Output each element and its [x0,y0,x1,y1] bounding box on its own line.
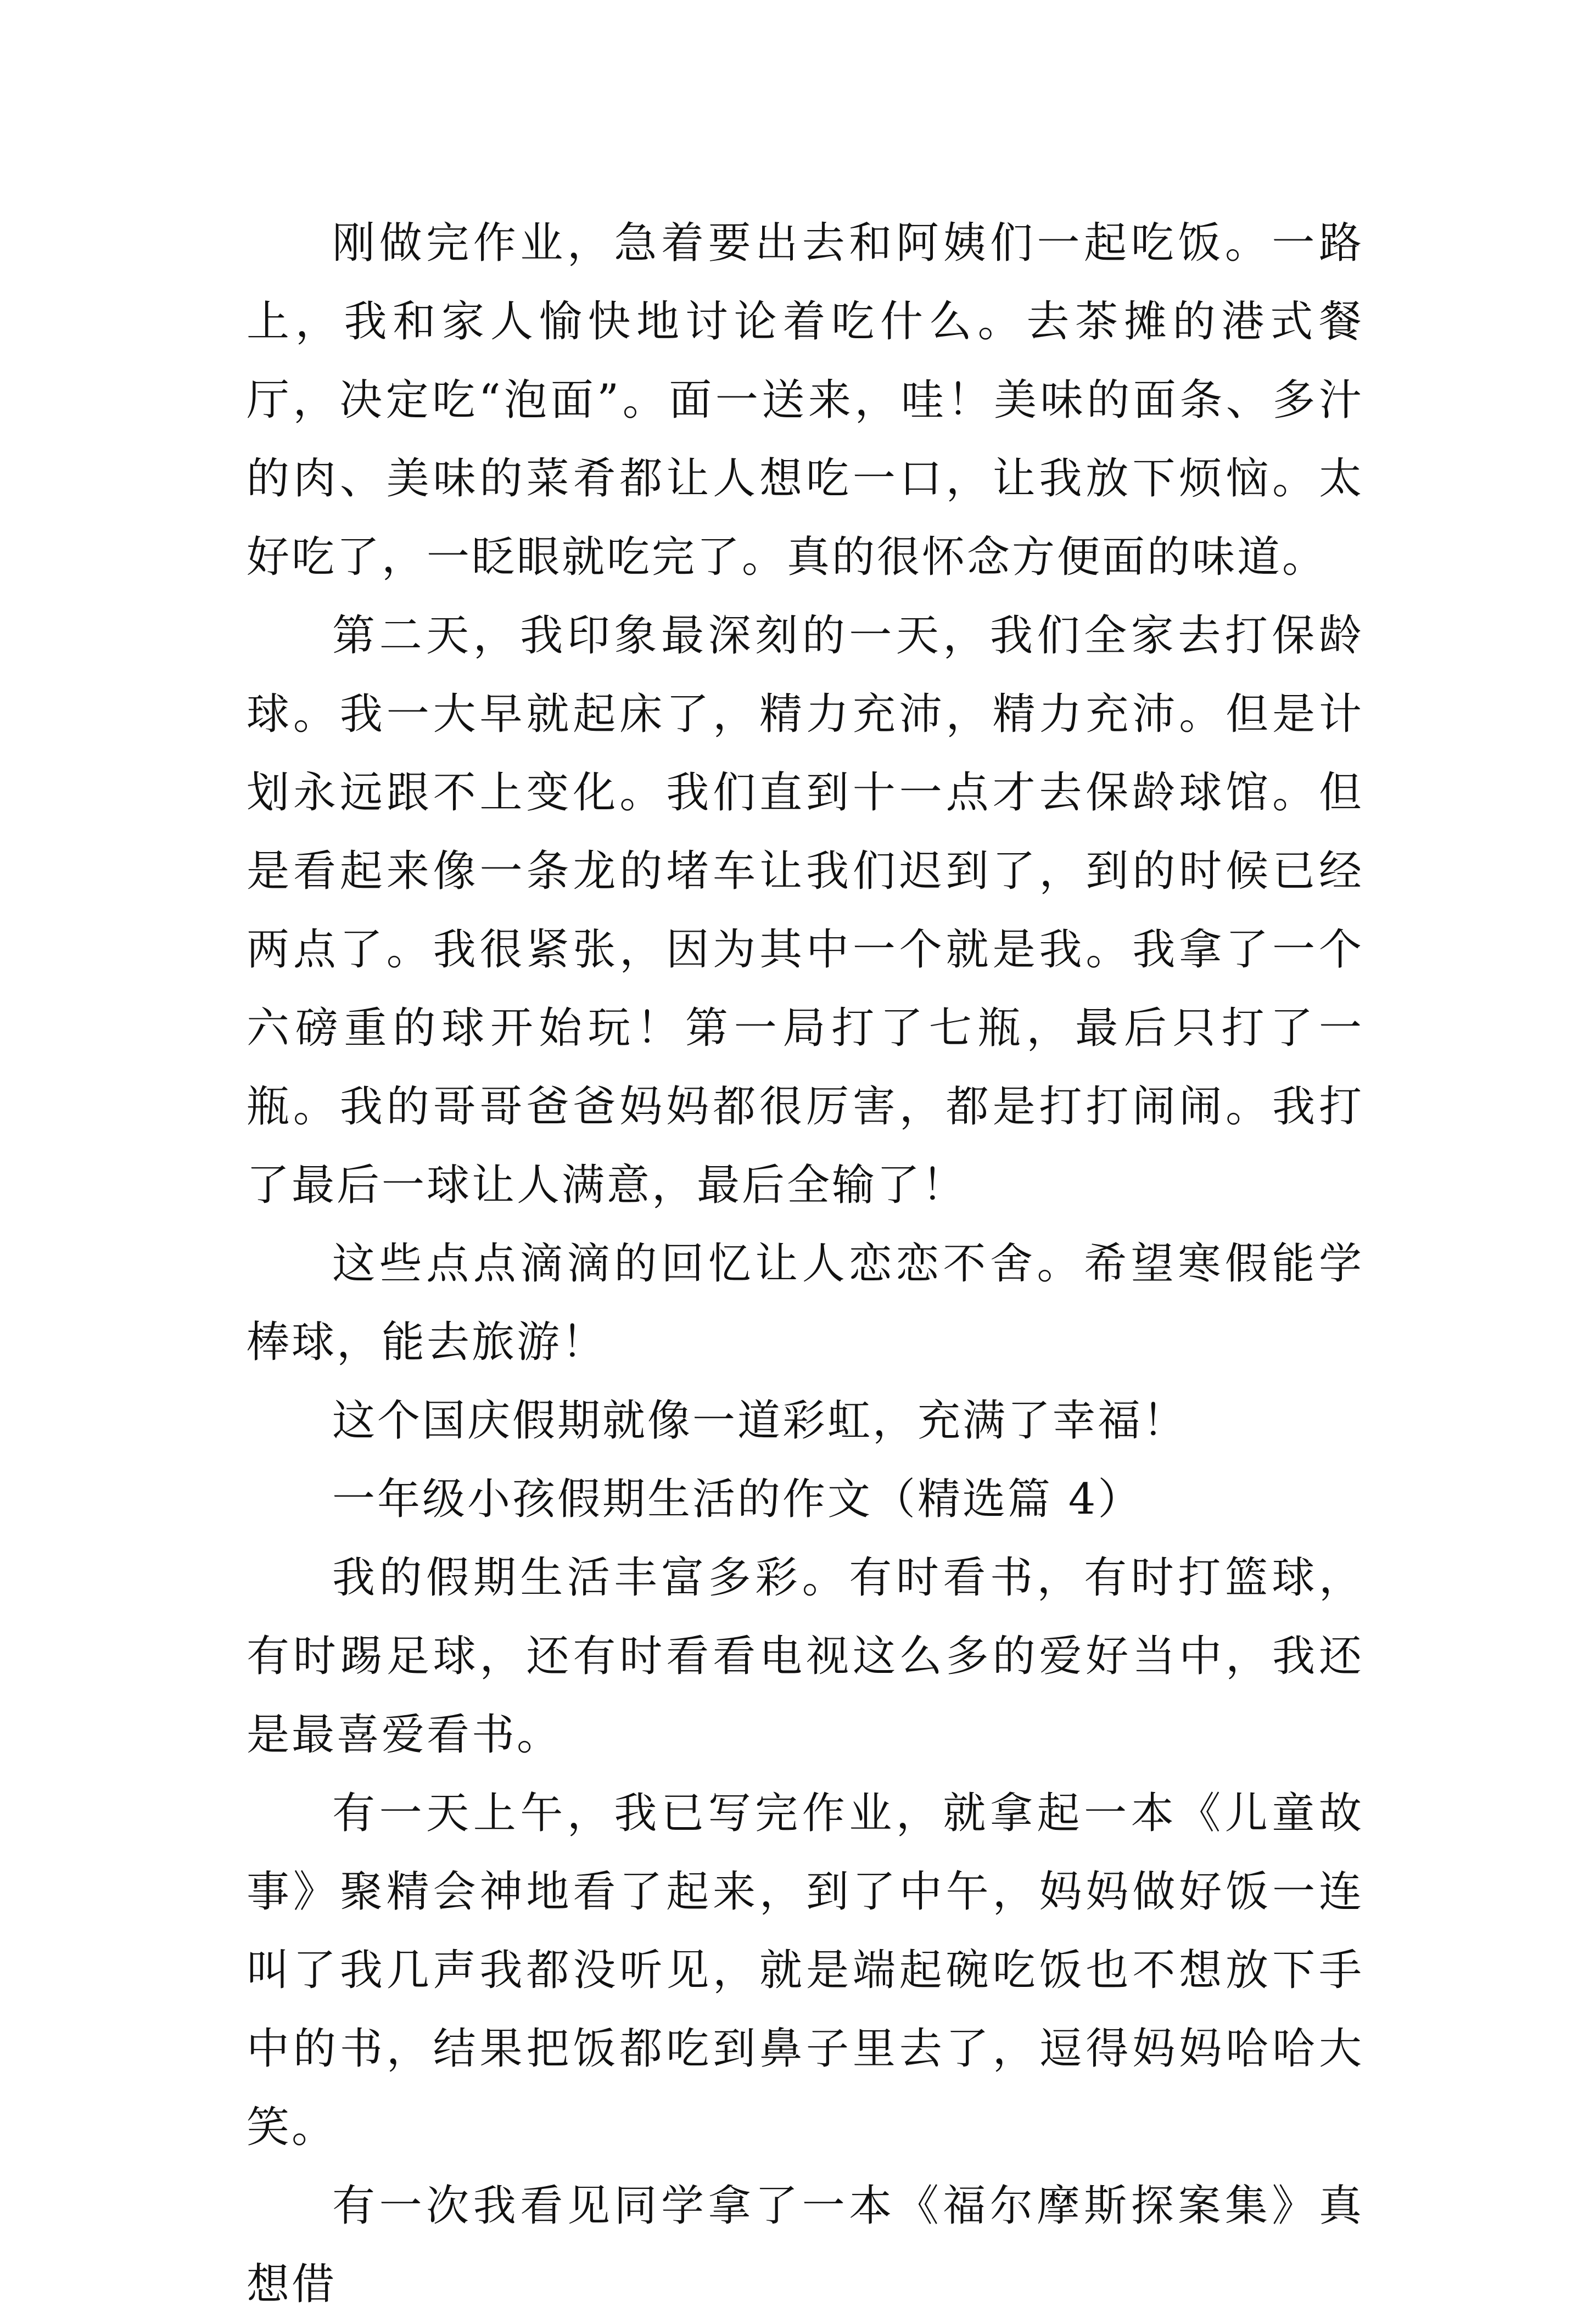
paragraph: 有一次我看见同学拿了一本《福尔摩斯探案集》真想借 [247,2181,1364,2309]
section-heading: 一年级小孩假期生活的作文（精选篇 4） [332,1475,1143,1524]
paragraph: 我的假期生活丰富多彩。有时看书，有时打篮球，有时踢足球，还有时看看电视这么多的爱好当中，我还是最喜爱看书。 [247,1553,1364,1760]
paragraph: 这些点点滴滴的回忆让人恋恋不舍。希望寒假能学棒球，能去旅游！ [247,1239,1364,1367]
paragraph: 有一天上午，我已写完作业，就拿起一本《儿童故事》聚精会神地看了起来，到了中午，妈妈做好饭一连叫了我几声我都没听见，就是端起碗吃饭也不想放下手中的书，结果把饭都吃到鼻子里去了，逗得妈妈哈哈大笑。 [247,1789,1364,2152]
paragraph: 这个国庆假期就像一道彩虹，充满了幸福！ [332,1396,1188,1446]
paragraph: 第二天，我印象最深刻的一天，我们全家去打保龄球。我一大早就起床了，精力充沛，精力充沛。但是计划永远跟不上变化。我们直到十一点才去保龄球馆。但是看起来像一条龙的堵车让我们迟到了，到的时候已经两点了。我很紧张，因为其中一个就是我。我拿了一个六磅重的球开始玩！第一局打了七瓶，最后只打了一瓶。我的哥哥爸爸妈妈都很厉害，都是打打闹闹。我打了最后一球让人满意，最后全输了！ [247,611,1364,1210]
paragraph: 刚做完作业，急着要出去和阿姨们一起吃饭。一路上，我和家人愉快地讨论着吃什么。去茶摊的港式餐厅，决定吃“泡面”。面一送来，哇！美味的面条、多汁的肉、美味的菜肴都让人想吃一口，让我放下烦恼。太好吃了，一眨眼就吃完了。真的很怀念方便面的味道。 [247,219,1364,582]
essay-body [247,204,1364,2324]
